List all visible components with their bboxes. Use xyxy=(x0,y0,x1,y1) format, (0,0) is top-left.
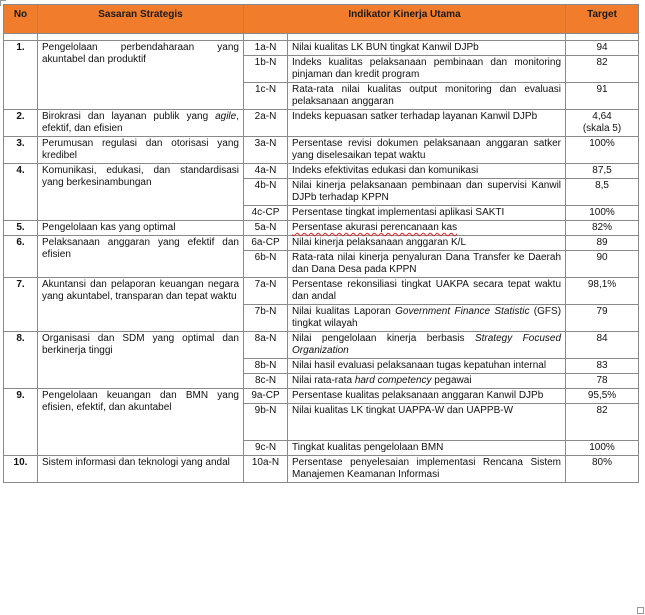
target-value xyxy=(566,110,639,137)
indicator-code: 8b-N xyxy=(244,359,288,374)
indicator-code: 5a-N xyxy=(244,221,288,236)
table-row xyxy=(4,41,639,56)
sasaran-cell: Sistem informasi dan teknologi yang andal xyxy=(38,456,244,483)
sasaran-cell xyxy=(38,110,244,137)
indicator-text xyxy=(288,305,566,332)
target-value: 83 xyxy=(566,359,639,374)
indicator-text: Persentase tingkat implementasi aplikasi SAKTI xyxy=(288,206,566,221)
sasaran-italic: agile xyxy=(215,111,237,122)
indicator-text: Rata-rata nilai kualitas output monitoring dan evaluasi pelaksanaan anggaran xyxy=(288,83,566,110)
target-scale: (skala 5) xyxy=(582,123,622,134)
indicator-code: 1a-N xyxy=(244,41,288,56)
indicator-text: Indeks efektivitas edukasi dan komunikasi xyxy=(288,164,566,179)
sasaran-cell: Komunikasi, edukasi, dan standardisasi yang berkesinambungan xyxy=(38,164,244,221)
table-row xyxy=(4,332,639,359)
table-row xyxy=(4,110,639,137)
indicator-text: Persentase kualitas pelaksanaan anggaran Kanwil DJPb xyxy=(288,389,566,404)
row-number: 7. xyxy=(4,278,38,332)
target-value: 84 xyxy=(566,332,639,359)
target-value: 100% xyxy=(566,137,639,164)
row-number: 5. xyxy=(4,221,38,236)
indicator-code: 4a-N xyxy=(244,164,288,179)
target-value: 78 xyxy=(566,374,639,389)
indicator-code: 4b-N xyxy=(244,179,288,206)
indicator-text: Persentase revisi dokumen pelaksanaan anggaran satker yang diselesaikan tepat waktu xyxy=(288,137,566,164)
target-value: 98,1% xyxy=(566,278,639,305)
header-indikator: Indikator Kinerja Utama xyxy=(244,5,566,34)
sasaran-cell: Akuntansi dan pelaporan keuangan negara yang akuntabel, transparan dan tepat waktu xyxy=(38,278,244,332)
target-value: 89 xyxy=(566,236,639,251)
indicator-text: Indeks kualitas pelaksanaan pembinaan dan monitoring pinjaman dan kredit program xyxy=(288,56,566,83)
indicator-text: Persentase rekonsiliasi tingkat UAKPA secara tepat waktu dan andal xyxy=(288,278,566,305)
indicator-code: 8c-N xyxy=(244,374,288,389)
indicator-code: 8a-N xyxy=(244,332,288,359)
header-row xyxy=(4,5,639,34)
indicator-code: 6b-N xyxy=(244,251,288,278)
sasaran-cell: Organisasi dan SDM yang optimal dan berkinerja tinggi xyxy=(38,332,244,389)
row-number: 8. xyxy=(4,332,38,389)
row-number: 9. xyxy=(4,389,38,456)
target-number: 4,64 xyxy=(592,111,612,122)
sasaran-cell: Perumusan regulasi dan otorisasi yang kredibel xyxy=(38,137,244,164)
target-value: 82% xyxy=(566,221,639,236)
table-row xyxy=(4,164,639,179)
header-no: No xyxy=(4,5,38,34)
indicator-text-part: pegawai xyxy=(431,375,472,386)
indicator-code: 9b-N xyxy=(244,404,288,441)
target-value: 82 xyxy=(566,56,639,83)
indicator-text: Nilai kualitas LK tingkat UAPPA-W dan UAPPB-W xyxy=(288,404,566,441)
indicator-code: 6a-CP xyxy=(244,236,288,251)
sasaran-cell: Pengelolaan perbendaharaan yang akuntabel dan produktif xyxy=(38,41,244,110)
spacer-row xyxy=(4,34,639,41)
indicator-text xyxy=(288,332,566,359)
indicator-text xyxy=(288,374,566,389)
indicator-text xyxy=(288,221,566,236)
indicator-code: 2a-N xyxy=(244,110,288,137)
indicator-code: 9c-N xyxy=(244,441,288,456)
table-row xyxy=(4,137,639,164)
target-value: 95,5% xyxy=(566,389,639,404)
target-value: 8,5 xyxy=(566,179,639,206)
sasaran-cell: Pelaksanaan anggaran yang efektif dan efisien xyxy=(38,236,244,278)
table-row xyxy=(4,221,639,236)
indicator-code: 7a-N xyxy=(244,278,288,305)
indicator-code: 3a-N xyxy=(244,137,288,164)
indicator-text: Nilai kinerja pelaksanaan anggaran K/L xyxy=(288,236,566,251)
sasaran-cell: Pengelolaan keuangan dan BMN yang efisien, efektif, dan akuntabel xyxy=(38,389,244,456)
sasaran-cell: Pengelolaan kas yang optimal xyxy=(38,221,244,236)
header-target: Target xyxy=(566,5,639,34)
indicator-text: Persentase penyelesaian implementasi Rencana Sistem Manajemen Keamanan Informasi xyxy=(288,456,566,483)
indicator-text: Nilai kinerja pelaksanaan pembinaan dan supervisi Kanwil DJPb terhadap KPPN xyxy=(288,179,566,206)
row-number: 1. xyxy=(4,41,38,110)
row-number: 4. xyxy=(4,164,38,221)
target-value: 79 xyxy=(566,305,639,332)
indicator-code: 1b-N xyxy=(244,56,288,83)
indicator-code: 10a-N xyxy=(244,456,288,483)
indicator-text: Tingkat kualitas pengelolaan BMN xyxy=(288,441,566,456)
row-number: 2. xyxy=(4,110,38,137)
indicator-text-italic: Government Finance Statistic xyxy=(395,306,530,317)
target-value: 80% xyxy=(566,456,639,483)
target-value: 90 xyxy=(566,251,639,278)
indicator-text: Rata-rata nilai kinerja penyaluran Dana Transfer ke Daerah dan Dana Desa pada KPPN xyxy=(288,251,566,278)
indicator-code: 9a-CP xyxy=(244,389,288,404)
table-row xyxy=(4,456,639,483)
table-row xyxy=(4,278,639,305)
indicator-text-spellcheck: Persentase akurasi perencanaan kas xyxy=(292,222,458,233)
indicator-text-part: Nilai pengelolaan kinerja berbasis xyxy=(292,333,475,344)
indicator-text-part: Nilai rata-rata xyxy=(292,375,355,386)
indicator-code: 4c-CP xyxy=(244,206,288,221)
header-sasaran: Sasaran Strategis xyxy=(38,5,244,34)
sasaran-text: Birokrasi dan layanan publik yang xyxy=(42,111,216,122)
target-value: 100% xyxy=(566,206,639,221)
indicator-text: Nilai kualitas LK BUN tingkat Kanwil DJPb xyxy=(288,41,566,56)
sasaran-text: , efektif, dan efisien xyxy=(42,111,239,134)
indicator-text-part: (GFS) tingkat wilayah xyxy=(292,306,562,329)
target-value: 87,5 xyxy=(566,164,639,179)
row-number: 6. xyxy=(4,236,38,278)
indicator-text: Nilai hasil evaluasi pelaksanaan tugas kepatuhan internal xyxy=(288,359,566,374)
indicator-code: 7b-N xyxy=(244,305,288,332)
table-row xyxy=(4,236,639,251)
iku-table xyxy=(3,4,639,483)
indicator-text-part: Nilai kualitas Laporan xyxy=(292,306,396,317)
bottom-right-corner-mark xyxy=(637,607,644,614)
target-value: 91 xyxy=(566,83,639,110)
table-row xyxy=(4,389,639,404)
target-value: 100% xyxy=(566,441,639,456)
indicator-code: 1c-N xyxy=(244,83,288,110)
indicator-text: Indeks kepuasan satker terhadap layanan Kanwil DJPb xyxy=(288,110,566,137)
target-value: 82 xyxy=(566,404,639,441)
indicator-text-italic: Strategy Focused Organization xyxy=(292,333,562,356)
indicator-text-italic: hard competency xyxy=(354,375,432,386)
row-number: 10. xyxy=(4,456,38,483)
row-number: 3. xyxy=(4,137,38,164)
target-value: 94 xyxy=(566,41,639,56)
